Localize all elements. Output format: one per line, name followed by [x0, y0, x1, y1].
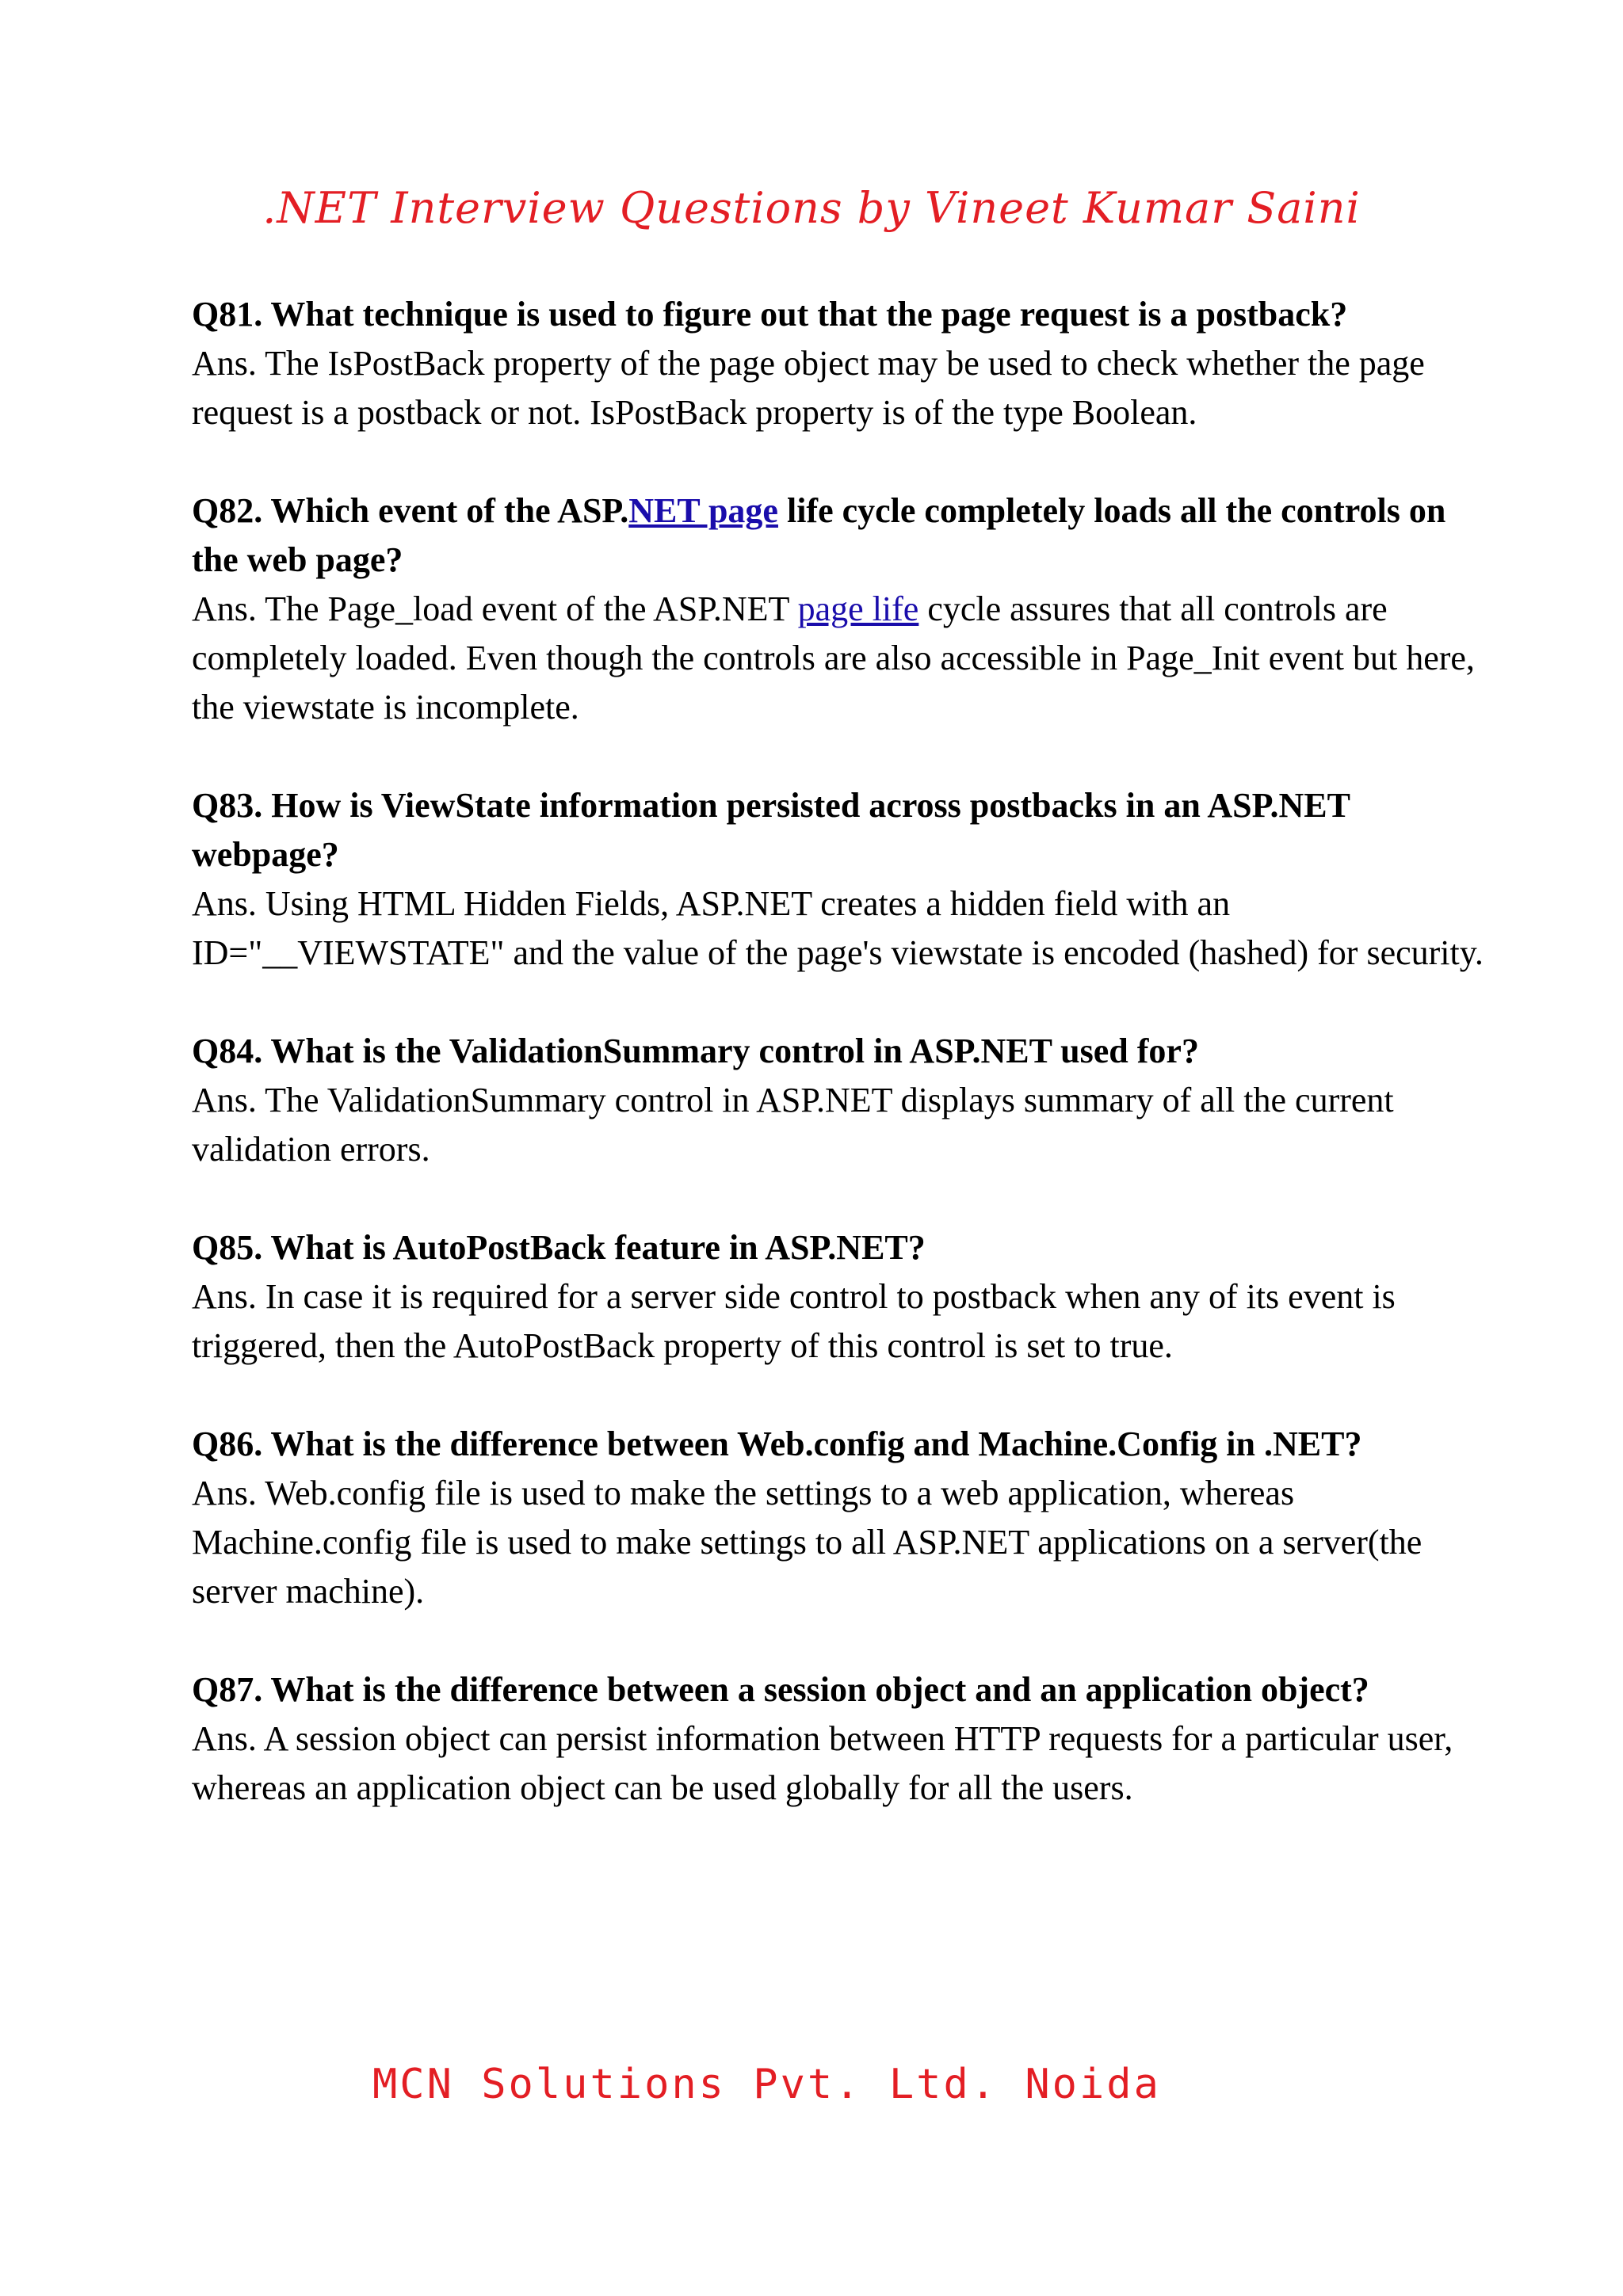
qa-item-86: [192, 1420, 1491, 1616]
question-text: life cycle completely loads all the controls on the web page?: [192, 491, 1446, 579]
answer: Ans. Web.config file is used to make the settings to a web application, whereas Machine.config file is used to make settings to all ASP.NET applications on a server(the server machine).: [192, 1474, 1423, 1611]
question: Q86. What is the difference between Web.config and Machine.Config in .NET?: [192, 1425, 1362, 1463]
qa-item-83: [192, 781, 1491, 978]
qa-item-84: [192, 1027, 1491, 1174]
qa-list: [192, 290, 1491, 1862]
net-page-link[interactable]: NET page: [628, 491, 778, 530]
qa-item-82: [192, 486, 1491, 732]
answer-text: Ans. The Page_load event of the ASP.NET: [192, 589, 798, 628]
answer: Ans. Using HTML Hidden Fields, ASP.NET creates a hidden field with an ID="__VIEWSTATE" and the value of the page's viewstate is encoded (hashed) for security.: [192, 884, 1484, 972]
question: Q81. What technique is used to figure out that the page request is a postback?: [192, 295, 1348, 334]
qa-item-85: [192, 1223, 1491, 1371]
answer: Ans. A session object can persist information between HTTP requests for a particular user, whereas an application object can be used globally for all the users.: [192, 1719, 1453, 1807]
answer: Ans. In case it is required for a server side control to postback when any of its event is triggered, then the AutoPostBack property of this control is set to true.: [192, 1277, 1396, 1365]
answer: Ans. The ValidationSummary control in ASP.NET displays summary of all the current validation errors.: [192, 1081, 1394, 1169]
qa-item-87: [192, 1665, 1491, 1813]
question: Q87. What is the difference between a session object and an application object?: [192, 1670, 1369, 1709]
page-footer-text: MCN Solutions Pvt. Ltd. Noida: [372, 2061, 1161, 2108]
question: [192, 486, 1491, 585]
question-text: Q82. Which event of the ASP.: [192, 491, 629, 530]
answer-text: cycle assures that all controls are completely loaded. Even though the controls are also accessible in Page_Init event but here, the viewstate is incomplete.: [192, 589, 1475, 727]
question: Q83. How is ViewState information persisted across postbacks in an ASP.NET webpage?: [192, 786, 1350, 874]
answer: [192, 585, 1491, 732]
qa-item-81: [192, 290, 1491, 437]
answer: Ans. The IsPostBack property of the page object may be used to check whether the page request is a postback or not. IsPostBack property is of the type Boolean.: [192, 344, 1425, 432]
question: Q84. What is the ValidationSummary control in ASP.NET used for?: [192, 1032, 1199, 1070]
question: Q85. What is AutoPostBack feature in ASP.NET?: [192, 1228, 926, 1267]
page-life-link[interactable]: page life: [797, 589, 919, 628]
page-header-title: .NET Interview Questions by Vineet Kumar Saini: [262, 183, 1361, 233]
